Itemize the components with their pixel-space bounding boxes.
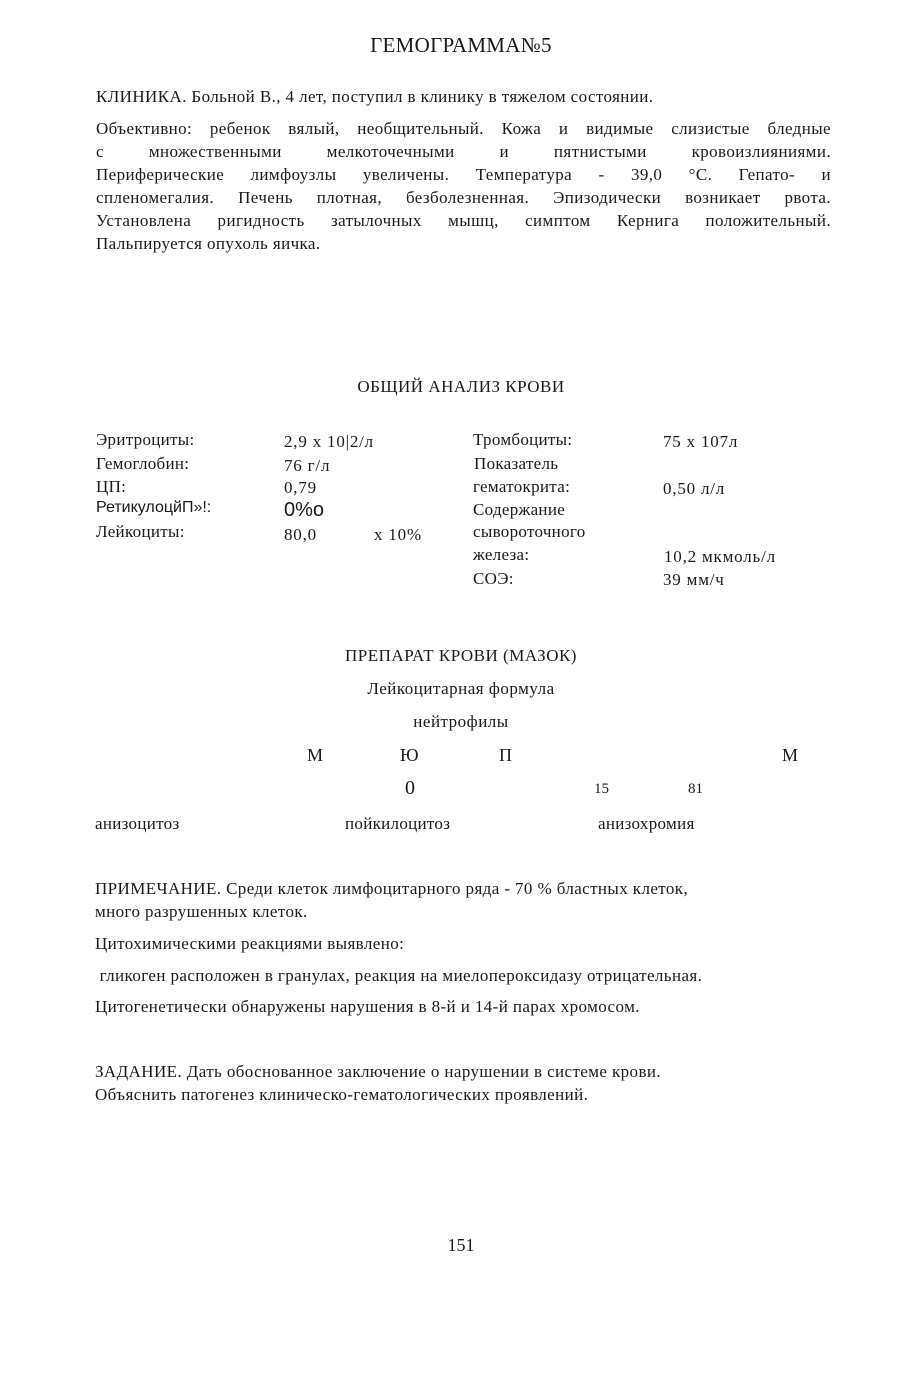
value-s: 81 — [688, 781, 703, 797]
neutrophils-label: нейтрофилы — [413, 712, 509, 731]
note-line: ПРИМЕЧАНИЕ. Среди клеток лимфоцитарного ряда - 70 % бластных клеток, — [95, 879, 689, 898]
rbc-label: Эритроциты: — [96, 430, 195, 449]
clinic-line: с множественными мелкоточечными и пятнистыми кровоизлияниями. — [96, 142, 831, 161]
esr-value: 39 мм/ч — [663, 570, 725, 589]
iron-label-2: сывороточного — [473, 522, 586, 541]
hct-label-1: Показатель — [474, 454, 559, 473]
iron-label-1: Содержание — [473, 500, 566, 519]
retic-value: 0%о — [284, 499, 325, 521]
iron-label-3: железа: — [473, 545, 530, 564]
leukocyte-formula: Лейкоцитарная формула — [367, 679, 555, 698]
ci-value: 0,79 — [284, 478, 317, 497]
note-line: много разрушенных клеток. — [95, 902, 308, 921]
note-line: гликоген расположен в гранулах, реакция на миелопероксидазу отрицательная. — [95, 966, 703, 985]
value-yu: 0 — [405, 777, 415, 799]
task-line: ЗАДАНИЕ. Дать обоснованное заключение о нарушении в системе крови. — [95, 1062, 662, 1081]
plt-label: Тромбоциты: — [473, 430, 573, 449]
anisocytosis: анизоцитоз — [95, 814, 180, 833]
retic-label: РетикулоцйП»!: — [96, 499, 212, 516]
blood-test-heading: ОБЩИЙ АНАЛИЗ КРОВИ — [357, 377, 565, 396]
clinic-line: спленомегалия. Печень плотная, безболезненная. Эпизодически возникает рвота. — [96, 188, 831, 207]
esr-label: СОЭ: — [473, 569, 514, 588]
clinic-line: Объективно: ребенок вялый, необщительный. Кожа и видимые слизистые бледные — [96, 119, 831, 138]
anisochromia: анизохромия — [598, 814, 695, 833]
wbc-value: 80,0 — [284, 525, 317, 544]
page-number: 151 — [447, 1235, 475, 1255]
note-line: Цитохимическими реакциями выявлено: — [95, 934, 405, 953]
clinic-description — [96, 117, 831, 255]
rbc-value: 2,9 x 10|2/л — [284, 432, 374, 451]
clinic-line: Установлена ригидность затылочных мышц, симптом Кернига положительный. — [96, 211, 831, 230]
hct-value: 0,50 л/л — [663, 479, 726, 498]
wbc-label: Лейкоциты: — [96, 522, 185, 541]
ci-label: ЦП: — [96, 477, 127, 496]
clinic-line: Пальпируется опухоль яичка. — [96, 234, 321, 253]
task-line: Объяснить патогенез клиническо-гематологических проявлений. — [95, 1085, 589, 1104]
col-header-m: М — [307, 745, 324, 765]
col-header-yu: Ю — [400, 745, 419, 765]
col-header-p: П — [499, 745, 512, 765]
value-p: 15 — [594, 781, 609, 797]
clinic-lead: КЛИНИКА. Больной В., 4 лет, поступил в клинику в тяжелом состоянии. — [96, 87, 654, 106]
wbc-unit: x 10% — [374, 525, 422, 544]
iron-value: 10,2 мкмоль/л — [664, 547, 776, 566]
hgb-label: Гемоглобин: — [96, 454, 190, 473]
col-header-m2: М — [782, 745, 799, 765]
page-title: ГЕМОГРАММА№5 — [370, 33, 552, 57]
clinic-line: Периферические лимфоузлы увеличены. Температура - 39,0 °С. Гепато- и — [96, 165, 831, 184]
plt-value: 75 x 107л — [663, 432, 739, 451]
note-line: Цитогенетически обнаружены нарушения в 8-й и 14-й парах хромосом. — [95, 997, 640, 1016]
hct-label-2: гематокрита: — [473, 477, 571, 496]
hgb-value: 76 г/л — [284, 456, 331, 475]
poikilocytosis: пойкилоцитоз — [345, 814, 451, 833]
smear-heading: ПРЕПАРАТ КРОВИ (МАЗОК) — [345, 646, 577, 665]
